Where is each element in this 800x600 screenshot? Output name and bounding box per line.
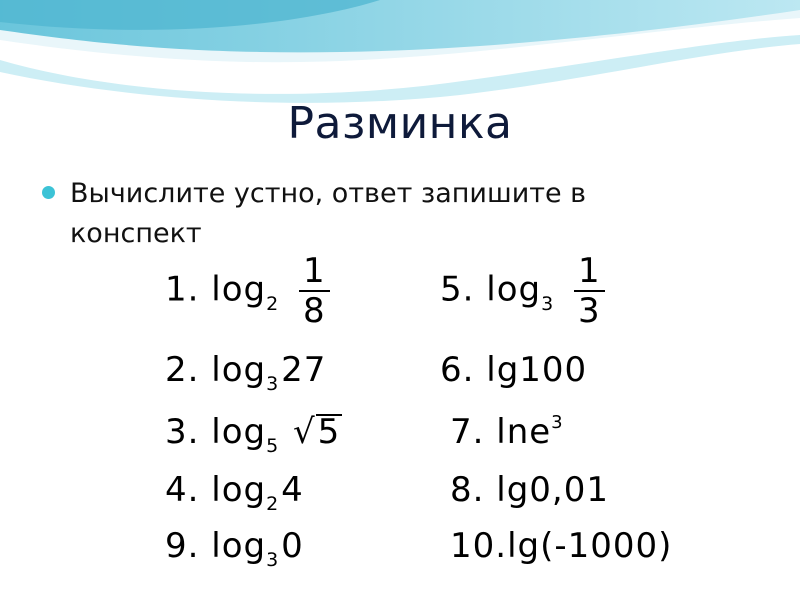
problem-1: 1. $\log_2$ $\frac{1}{8}$ [165,252,330,330]
header-wave-decoration [0,0,800,110]
problem-9: 9. $\log_30$ [165,526,304,571]
square-root-icon: √ [292,412,316,452]
fraction: $\frac{1}{8}$ [299,252,330,330]
problem-4: 4. $\log_24$ [165,470,304,515]
problem-5: 5. $\log_3$ $\frac{1}{3}$ [440,252,605,330]
problem-8: 8. lg0,01 [450,470,609,510]
problem-6: 6. lg100 [440,350,588,390]
fraction: $\frac{1}{3}$ [574,252,605,330]
problem-7: 7. lne$^3$ [450,412,564,452]
problem-3: 3. $\log_5 √5$ [165,412,341,457]
bullet-instruction: Вычислите устно, ответ запишите в конспект [70,178,587,249]
problem-10: 10.lg(-1000) [450,526,673,566]
bullet-icon [42,186,55,199]
problem-2: 2. $\log_327$ [165,350,327,395]
slide-title: Разминка [287,98,513,149]
